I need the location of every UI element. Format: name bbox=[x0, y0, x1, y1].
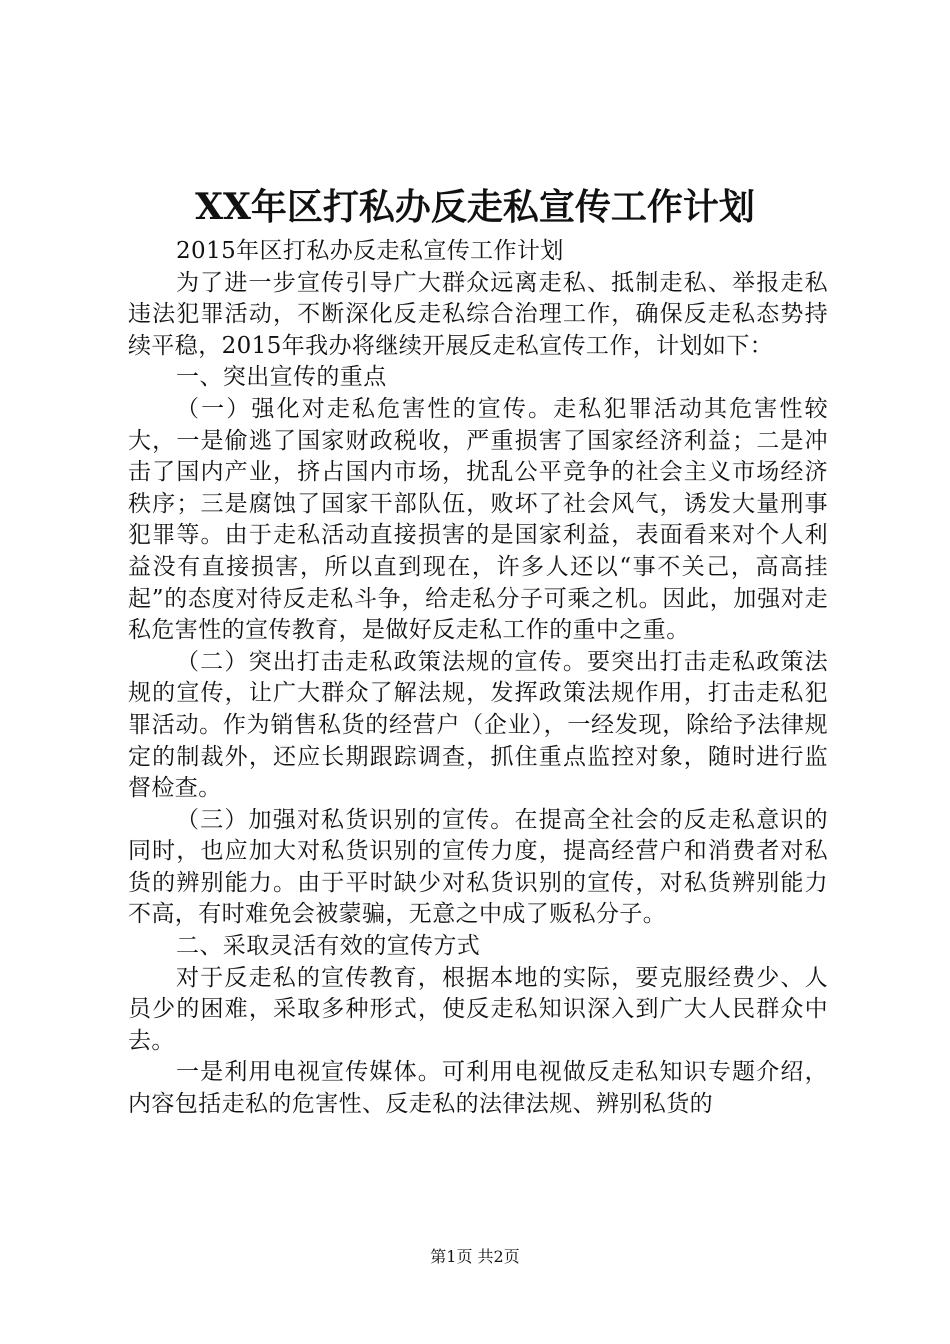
document-title: XX年区打私办反走私宣传工作计划 bbox=[195, 186, 755, 228]
paragraph-item-2: （二）突出打击走私政策法规的宣传。要突出打击走私政策法规的宣传，让广大群众了解法规，发挥政策法规作用，打击走私犯罪活动。作为销售私货的经营户（企业），一经发现，除给予法律规定的制裁外，还应长期跟踪调查，抓住重点监控对象，随时进行监督检查。 bbox=[128, 648, 828, 802]
section-heading-1: 一、突出宣传的重点 bbox=[176, 364, 387, 391]
paragraph-method-tv: 一是利用电视宣传媒体。可利用电视做反走私知识专题介绍，内容包括走私的危害性、反走私的法律法规、辨别私货的 bbox=[128, 1059, 828, 1118]
document-body bbox=[128, 236, 828, 1121]
paragraph-intro: 为了进一步宣传引导广大群众远离走私、抵制走私、举报走私违法犯罪活动，不断深化反走私综合治理工作，确保反走私态势持续平稳，2015年我办将继续开展反走私宣传工作，计划如下： bbox=[128, 269, 828, 359]
section-heading-2: 二、采取灵活有效的宣传方式 bbox=[176, 933, 481, 960]
paragraph-subtitle: 2015年区打私办反走私宣传工作计划 bbox=[176, 238, 564, 264]
paragraph-item-3: （三）加强对私货识别的宣传。在提高全社会的反走私意识的同时，也应加大对私货识别的宣传力度，提高经营户和消费者对私货的辨别能力。由于平时缺少对私货识别的宣传，对私货辨别能力不高，有时难免会被蒙骗，无意之中成了贩私分子。 bbox=[128, 806, 828, 928]
page-footer: 第1页 共2页 bbox=[430, 1247, 520, 1266]
paragraph-item-1: （一）强化对走私危害性的宣传。走私犯罪活动其危害性较大，一是偷逃了国家财政税收，严重损害了国家经济利益；二是冲击了国内产业，挤占国内市场，扰乱公平竞争的社会主义市场经济秩序；三是腐蚀了国家干部队伍，败坏了社会风气，诱发大量刑事犯罪等。由于走私活动直接损害的是国家利益，表面看来对个人利益没有直接损害，所以直到现在，许多人还以“事不关己，高高挂起”的态度对待反走私斗争，给走私分子可乘之机。因此，加强对走私危害性的宣传教育，是做好反走私工作的重中之重。 bbox=[128, 395, 828, 644]
paragraph-methods-intro: 对于反走私的宣传教育，根据本地的实际，要克服经费少、人员少的困难，采取多种形式，使反走私知识深入到广大人民群众中去。 bbox=[128, 964, 828, 1054]
